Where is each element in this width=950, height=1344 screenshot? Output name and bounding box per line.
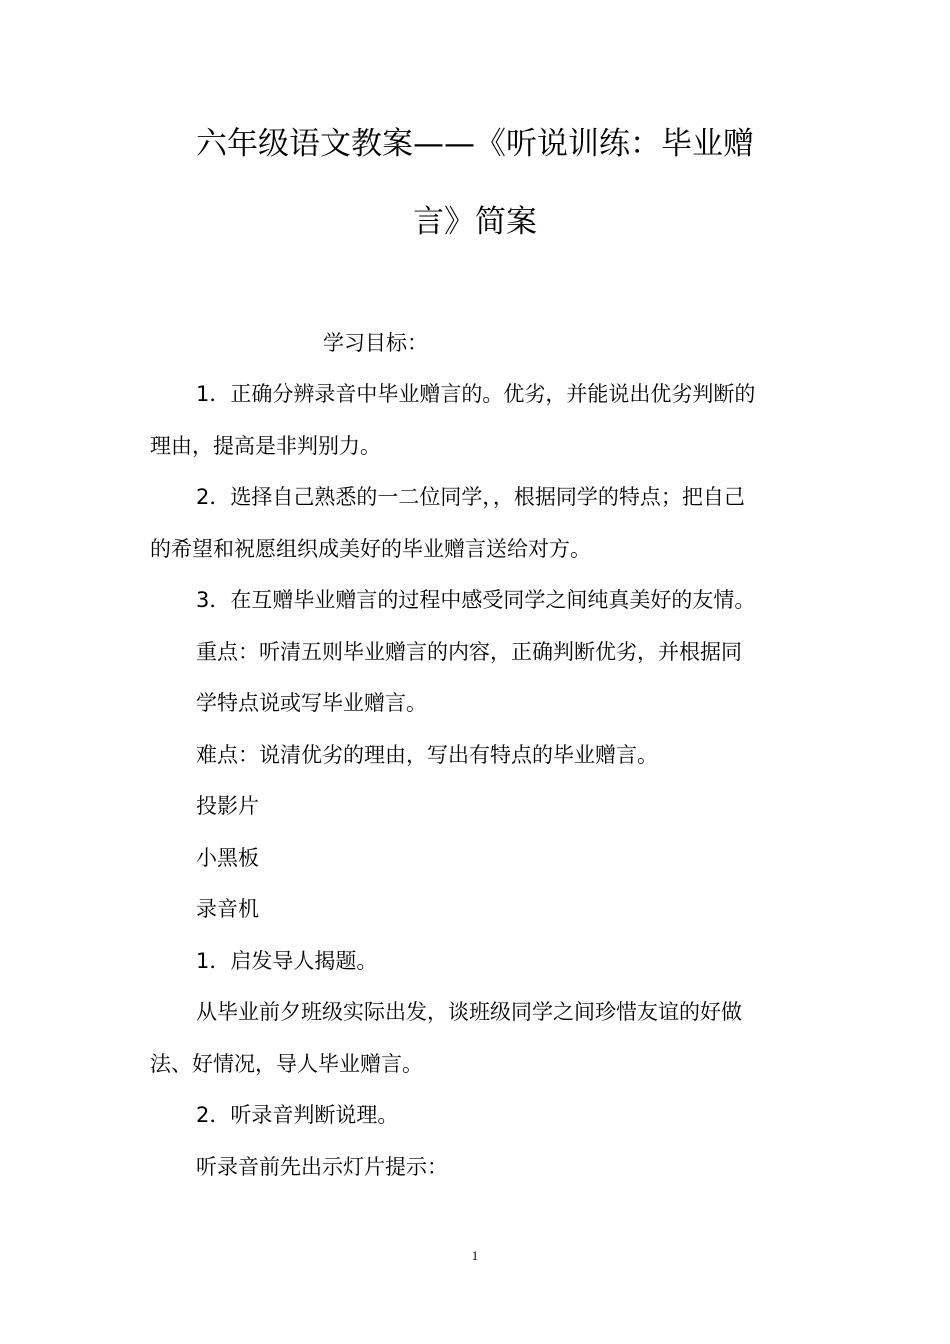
material-small-blackboard: 小黑板 [196,846,259,870]
step-1-line-1: 从毕业前夕班级实际出发，谈班级同学之间珍惜友谊的好做 [196,1000,742,1024]
material-tape-recorder: 录音机 [196,897,259,921]
step-2-line-1: 听录音前先出示灯片提示： [196,1155,448,1179]
difficulty: 难点：说清优劣的理由，写出有特点的毕业赠言。 [196,743,658,767]
objectives-heading: 学习目标： [323,331,428,355]
step-2-heading: 2．听录音判断说理。 [196,1103,399,1127]
key-point-line-2: 学特点说或写毕业赠言。 [196,691,427,715]
objective-3: 3．在互赠毕业赠言的过程中感受同学之间纯真美好的友情。 [196,588,756,612]
document-title-line-2: 言》简案 [413,204,537,240]
material-projector-slides: 投影片 [196,794,259,818]
objective-1-line-1: 1．正确分辨录音中毕业赠言的。优劣，并能说出优劣判断的 [196,382,756,406]
objective-1-line-2: 理由，提高是非判别力。 [150,434,381,458]
key-point-line-1: 重点：听清五则毕业赠言的内容，正确判断优劣，并根据同 [196,640,742,664]
step-1-heading: 1．启发导人揭题。 [196,949,378,973]
objective-2-line-1: 2．选择自己熟悉的一二位同学，，根据同学的特点；把自己 [196,485,745,509]
step-1-line-2: 法、好情况，导人毕业赠言。 [150,1052,423,1076]
page-number: 1 [471,1248,479,1263]
objective-2-line-2: 的希望和祝愿组织成美好的毕业赠言送给对方。 [150,537,591,561]
document-title-line-1: 六年级语文教案——《听说训练：毕业赠 [196,126,754,162]
